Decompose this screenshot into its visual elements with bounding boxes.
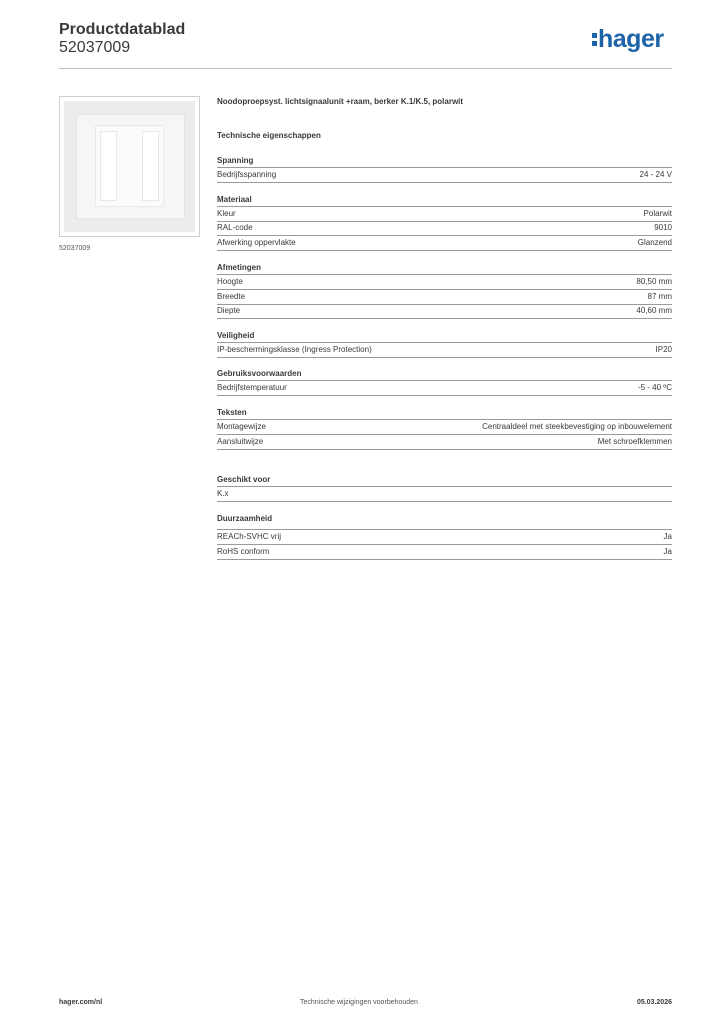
spec-key: IP-beschermingsklasse (Ingress Protection) — [217, 345, 372, 354]
spec-value: 9010 — [654, 223, 672, 232]
spec-key: REACh-SVHC vrij — [217, 532, 282, 541]
spec-value: Glanzend — [637, 238, 672, 247]
spec-row — [217, 236, 672, 251]
spec-row — [217, 343, 672, 358]
logo-dots-icon — [592, 31, 597, 47]
header-divider — [59, 68, 672, 69]
section-title-duurzaamheid: Duurzaamheid — [217, 514, 273, 523]
hager-logo — [592, 27, 664, 52]
spec-row — [217, 207, 672, 222]
spec-key: RoHS conform — [217, 547, 270, 556]
logo-text: hager — [598, 25, 664, 53]
spec-row — [217, 420, 672, 435]
image-background — [64, 101, 195, 232]
product-image — [59, 96, 200, 237]
spec-key: Bedrijfsspanning — [217, 170, 277, 179]
page-title: Productdatablad — [59, 21, 186, 38]
spec-row — [217, 435, 672, 450]
spec-value: Ja — [663, 547, 672, 556]
spec-value: IP20 — [655, 345, 672, 354]
section-title-spanning: Spanning — [217, 156, 254, 165]
spec-value: Ja — [663, 532, 672, 541]
spec-key: Afwerking oppervlakte — [217, 238, 296, 247]
spec-row — [217, 487, 672, 502]
spec-key: K.x — [217, 489, 229, 498]
left-light-lens — [100, 131, 117, 201]
spec-value: 24 - 24 V — [639, 170, 672, 179]
spec-value: -5 - 40 ºC — [637, 383, 672, 392]
spec-row — [217, 381, 672, 396]
signal-unit-insert — [95, 125, 164, 207]
spec-row — [217, 290, 672, 305]
section-title-geschikt-voor: Geschikt voor — [217, 475, 271, 484]
spec-key: Hoogte — [217, 277, 243, 286]
spec-key: Bedrijfstemperatuur — [217, 383, 287, 392]
section-title-veiligheid: Veiligheid — [217, 331, 255, 340]
tech-title: Technische eigenschappen — [217, 131, 321, 140]
spec-value: 87 mm — [647, 292, 672, 301]
spec-value: 40,60 mm — [636, 306, 672, 315]
spec-row — [217, 530, 672, 545]
spec-key: Diepte — [217, 306, 241, 315]
section-title-gebruiksvoorwaarden: Gebruiksvoorwaarden — [217, 369, 302, 378]
spec-key: Breedte — [217, 292, 246, 301]
spec-row — [217, 545, 672, 560]
spec-key: Kleur — [217, 209, 236, 218]
spec-value: Met schroefklemmen — [597, 437, 672, 446]
spec-value: Centraaldeel met steekbevestiging op inbouwelement — [482, 422, 672, 431]
spec-row — [217, 168, 672, 183]
image-caption: 52037009 — [59, 245, 91, 252]
spec-value: Polarwit — [643, 209, 672, 218]
section-title-afmetingen: Afmetingen — [217, 263, 261, 272]
spec-row — [217, 275, 672, 290]
footer-date: 05.03.2026 — [636, 999, 672, 1006]
right-light-lens — [142, 131, 159, 201]
section-title-materiaal: Materiaal — [217, 195, 252, 204]
cover-frame — [76, 114, 185, 219]
spec-row — [217, 304, 672, 319]
product-number: 52037009 — [59, 39, 131, 56]
section-title-teksten: Teksten — [217, 408, 247, 417]
product-description: Noodoproepsyst. lichtsignaalunit +raam, berker K.1/K.5, polarwit — [217, 97, 464, 106]
spec-row — [217, 221, 672, 236]
spec-value: 80,50 mm — [636, 277, 672, 286]
spec-key: Aansluitwijze — [217, 437, 264, 446]
footer-website-link[interactable]: hager.com/nl — [59, 999, 103, 1006]
spec-key: Montagewijze — [217, 422, 266, 431]
footer-disclaimer: Technische wijzigingen voorbehouden — [300, 999, 418, 1006]
spec-key: RAL-code — [217, 223, 253, 232]
